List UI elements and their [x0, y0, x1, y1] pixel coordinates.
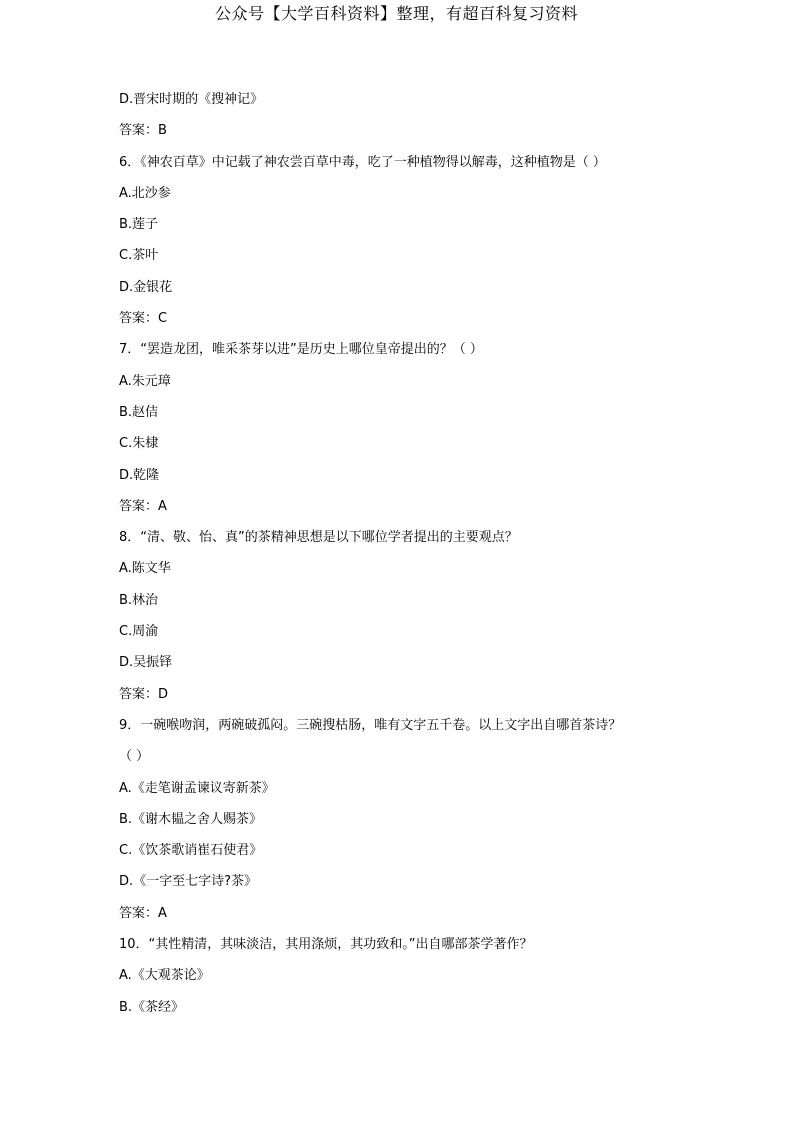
- option-c: C.朱棣: [119, 436, 159, 452]
- question-9-continued: （ ）: [119, 749, 150, 765]
- option-c: C.《饮茶歌诮崔石使君》: [119, 843, 263, 859]
- question-6: 6．《神农百草》中记载了神农尝百草中毒，吃了一种植物得以解毒，这种植物是（ ）: [119, 154, 606, 170]
- option-d: D.《一字至七字诗?茶》: [119, 874, 258, 890]
- option-b: B.莲子: [119, 217, 159, 233]
- answer: 答案：D: [119, 686, 169, 702]
- question-7: 7．“罢造龙团，唯采茶芽以进”是历史上哪位皇帝提出的？（ ）: [119, 342, 483, 358]
- question-9: 9．一碗喉吻润，两碗破孤闷。三碗搜枯肠，唯有文字五千卷。以上文字出自哪首茶诗？: [119, 717, 622, 733]
- question-8: 8．“清、敬、怡、真”的茶精神思想是以下哪位学者提出的主要观点？: [119, 530, 518, 546]
- option-d: D.金银花: [119, 279, 173, 295]
- answer: 答案：B: [119, 123, 167, 139]
- option-d: D.乾隆: [119, 467, 160, 483]
- option-c: C.茶叶: [119, 248, 159, 264]
- option-c: C.周渝: [119, 624, 159, 640]
- option-b: B.林治: [119, 592, 159, 608]
- document-body: [119, 90, 699, 1029]
- option-a: A.《大观茶论》: [119, 968, 210, 984]
- answer: 答案：A: [119, 498, 167, 514]
- answer: 答案：C: [119, 311, 168, 327]
- option-b: B.赵佶: [119, 404, 159, 420]
- option-a: A.朱元璋: [119, 373, 171, 389]
- option-a: A.《走笔谢孟谏议寄新茶》: [119, 780, 275, 796]
- option-b: B.《谢木韫之舍人赐茶》: [119, 811, 263, 827]
- option-d: D.吴振铎: [119, 655, 173, 671]
- option-d: D.晋宋时期的《搜神记》: [119, 92, 264, 107]
- page-header: 公众号【大学百科资料】整理，有超百科复习资料: [214, 4, 578, 23]
- option-a: A.北沙参: [119, 185, 171, 201]
- option-b: B.《茶经》: [119, 999, 185, 1015]
- answer: 答案：A: [119, 905, 167, 921]
- option-a: A.陈文华: [119, 561, 171, 577]
- question-10: 10．“其性精清，其味淡洁，其用涤烦，其功致和。”出自哪部茶学著作？: [119, 937, 533, 953]
